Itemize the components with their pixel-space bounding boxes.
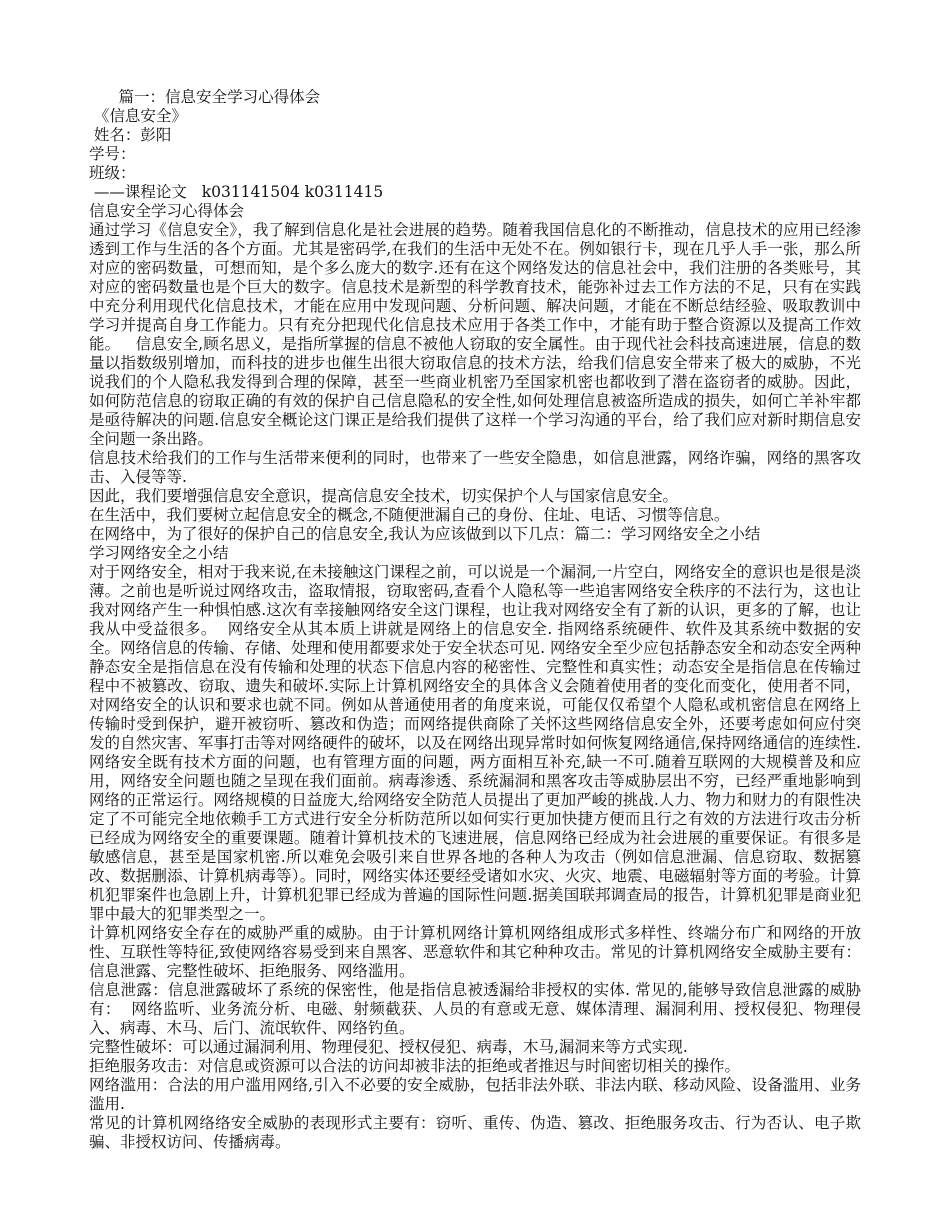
paragraph: 因此，我们要增强信息安全意识，提高信息安全技术，切实保护个人与国家信息安全。	[89, 487, 679, 505]
document-heading: 篇一：信息安全学习心得体会	[89, 88, 321, 106]
paragraph: 信息泄露：信息泄露破坏了系统的保密性，他是指信息被透漏给非授权的实体. 常见的,能够导致信息泄露的威胁有： 网络监听、业务流分析、电磁、射频截获、人员的有意或无意、媒体清理、漏洞利用、授权侵犯、物理侵入、病毒、木马、后门、流氓软件、网络钓鱼。	[89, 981, 861, 1037]
document-body	[89, 88, 861, 1152]
course-title: 《信息安全》	[89, 107, 187, 125]
paragraph: 拒绝服务攻击：对信息或资源可以合法的访问却被非法的拒绝或者推迟与时间密切相关的操作。	[89, 1057, 741, 1075]
paper-line: ——课程论文 k031141504 k0311415	[89, 183, 384, 201]
section-title: 信息安全学习心得体会	[89, 202, 245, 220]
paragraph: 在网络中，为了很好的保护自己的信息安全,我认为应该做到以下几点：篇二：学习网络安全之小结	[89, 525, 761, 543]
paragraph: 对于网络安全，相对于我来说,在未接触这门课程之前，可以说是一个漏洞,一片空白，网络安全的意识也是很是淡薄。之前也是听说过网络攻击，盗取情报，窃取密码,查看个人隐私等一些追害网络安全秩序的不法行为，这也让我对网络产生一种惧怕感.这次有幸接触网络安全这门课程，也让我对网络安全有了新的认识，更多的了解，也让我从中受益很多。 网络安全从其本质上讲就是网络上的信息安全. 指网络系统硬件、软件及其系统中数据的安全。网络信息的传输、存储、处理和使用都要求处于安全状态可见. 网络安全至少应包括静态安全和动态安全两种静态安全是指信息在没有传输和处理的状态下信息内容的秘密性、完整性和真实性；动态安全是指信息在传输过程中不被篡改、窃取、遗失和破坏.实际上计算机网络安全的具体含义会随着使用者的变化而变化，使用者不同，对网络安全的认识和要求也就不同。例如从普通使用者的角度来说，可能仅仅希望个人隐私或机密信息在网络上传输时受到保护，避开被窃听、篡改和伪造；而网络提供商除了关怀这些网络信息安全外，还要考虑如何应付突发的自然灾害、军事打击等对网络硬件的破坏，以及在网络出现异常时如何恢复网络通信,保持网络通信的连续性.网络安全既有技术方面的问题，也有管理方面的问题，两方面相互补充,缺一不可.随着互联网的大规模普及和应用，网络安全问题也随之呈现在我们面前。病毒渗透、系统漏洞和黑客攻击等威胁层出不穷，已经严重地影响到网络的正常运行。网络规模的日益庞大,给网络安全防范人员提出了更加严峻的挑战.人力、物力和财力的有限性决定了不可能完全地依赖手工方式进行安全分析防范所以如何实行更加快捷方便而且行之有效的方法进行攻击分析已经成为网络安全的重要课题。随着计算机技术的飞速进展，信息网络已经成为社会进展的重要保证。有很多是敏感信息，甚至是国家机密.所以难免会吸引来自世界各地的各种人为攻击（例如信息泄漏、信息窃取、数据篡改、数据删添、计算机病毒等）。同时，网络实体还要经受诸如水灾、火灾、地震、电磁辐射等方面的考验。计算机犯罪案件也急剧上升，计算机犯罪已经成为普遍的国际性问题.据美国联邦调查局的报告，计算机犯罪是商业犯罪中最大的犯罪类型之一。	[89, 563, 861, 923]
paragraph: 信息技术给我们的工作与生活带来便利的同时，也带来了一些安全隐患，如信息泄露，网络诈骗，网络的黑客攻击、入侵等等.	[89, 449, 861, 486]
paragraph: 完整性破坏：可以通过漏洞利用、物理侵犯、授权侵犯、病毒，木马,漏洞来等方式实现.	[89, 1038, 688, 1056]
author-name: 姓名：彭阳	[89, 126, 172, 144]
paragraph: 计算机网络安全存在的威胁严重的威胁。由于计算机网络计算机网络组成形式多样性、终端分布广和网络的开放性、互联性等特征,致使网络容易受到来自黑客、恶意软件和其它种种攻击。常见的计算机网络安全威胁主要有：信息泄露、完整性破坏、拒绝服务、网络滥用。	[89, 924, 861, 980]
section-title: 学习网络安全之小结	[89, 544, 229, 562]
paragraph: 在生活中，我们要树立起信息安全的概念,不随便泄漏自己的身份、住址、电话、习惯等信息。	[89, 506, 730, 524]
paragraph: 通过学习《信息安全》，我了解到信息化是社会进展的趋势。随着我国信息化的不断推动，信息技术的应用已经渗透到工作与生活的各个方面。尤其是密码学,在我们的生活中无处不在。例如银行卡，现在几乎人手一张，那么所对应的密码数量，可想而知，是个多么庞大的数字.还有在这个网络发达的信息社会中，我们注册的各类账号，其对应的密码数量也是个巨大的数字。信息技术是新型的科学教育技术，能弥补过去工作方法的不足，只有在实践中充分利用现代化信息技术，才能在应用中发现问题、分析问题、解决问题，才能在不断总结经验、吸取教训中学习并提高自身工作能力。只有充分把现代化信息技术应用于各类工作中，才能有助于整合资源以及提高工作效能。 信息安全,顾名思义，是指所掌握的信息不被他人窃取的安全属性。由于现代社会科技高速进展，信息的数量以指数级别增加，而科技的进步也催生出很大窃取信息的技术方法，给我们信息安全带来了极大的威胁，不光说我们的个人隐私我发得到合理的保障，甚至一些商业机密乃至国家机密也都收到了潜在盗窃者的威胁。因此，如何防范信息的窃取正确的有效的保护自己信息隐私的安全性,如何处理信息被盗所造成的损失，如何亡羊补牢都是亟待解决的问题.信息安全概论这门课正是给我们提供了这样一个学习沟通的平台，给了我们应对新时期信息安全问题一条出路。	[89, 221, 861, 448]
paragraph: 网络滥用：合法的用户滥用网络,引入不必要的安全威胁，包括非法外联、非法内联、移动风险、设备滥用、业务滥用.	[89, 1076, 861, 1113]
paragraph: 常见的计算机网络络安全威胁的表现形式主要有：窃听、重传、伪造、篡改、拒绝服务攻击、行为否认、电子欺骗、非授权访问、传播病毒。	[89, 1114, 861, 1151]
student-id-label: 学号：	[89, 145, 136, 163]
class-label: 班级：	[89, 164, 136, 182]
